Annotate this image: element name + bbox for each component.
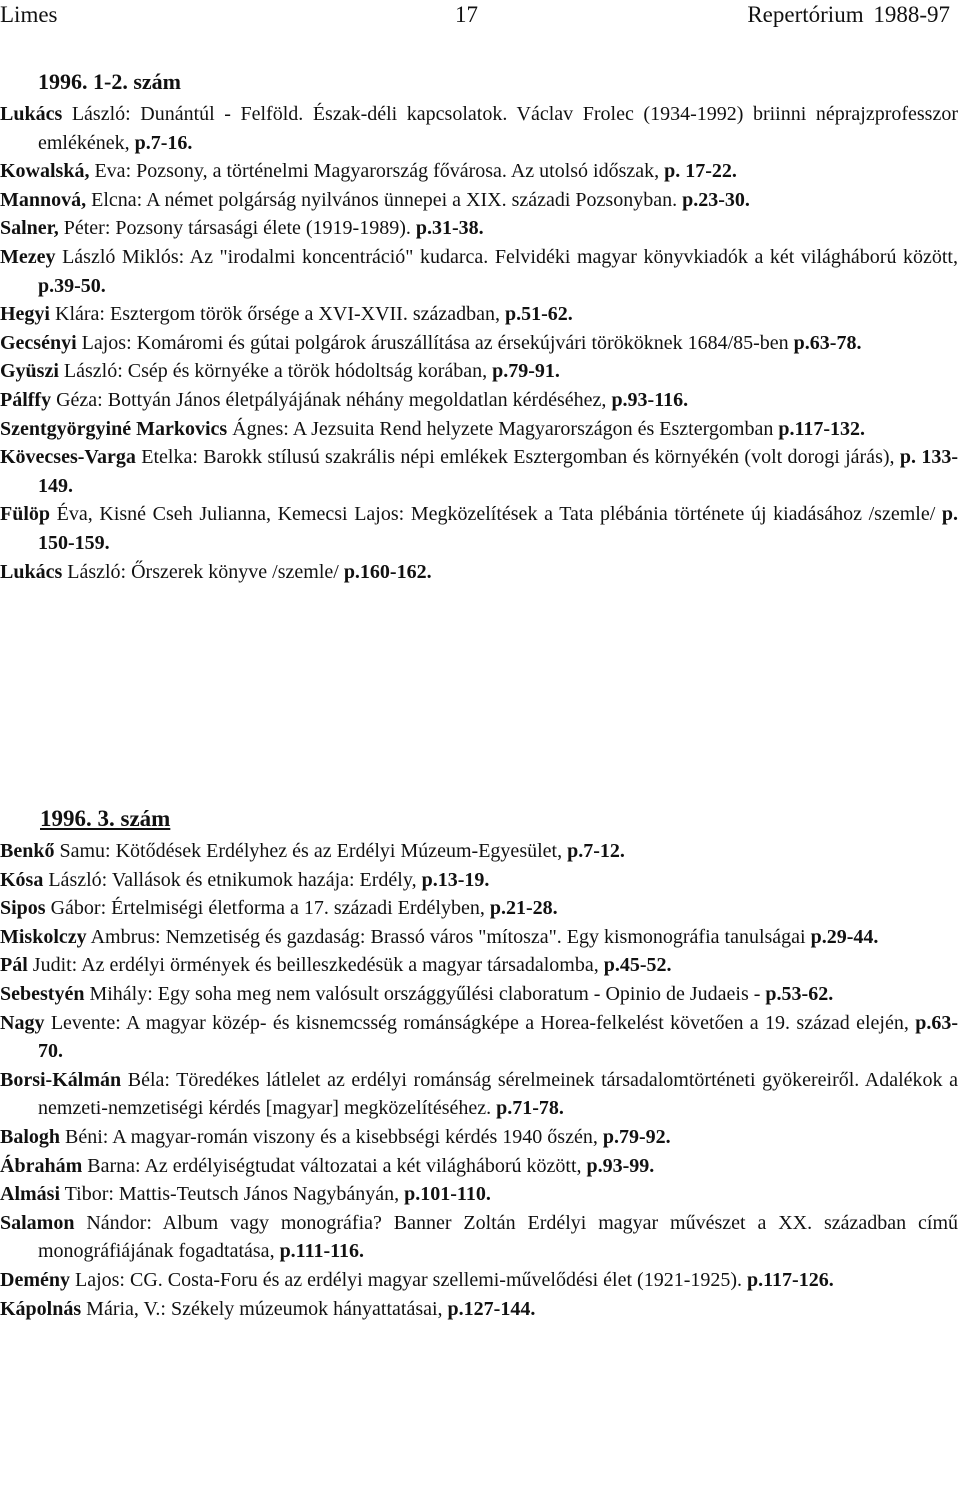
bibliography-entry: [0, 894, 960, 923]
entry-author: Lukács: [0, 103, 63, 125]
entry-pages: p.39-50.: [38, 274, 106, 297]
entry-author: Mannová,: [0, 188, 87, 211]
bibliography-entry: [0, 558, 960, 587]
entry-pages: p.63-78.: [793, 331, 862, 354]
entry-pages: p.51-62.: [505, 303, 573, 326]
entry-author: Mezey: [0, 245, 56, 268]
entry-pages: p.71-78.: [496, 1097, 564, 1120]
entry-pages: p.29-44.: [810, 925, 879, 948]
bibliography-entry: [0, 157, 960, 186]
bibliography-entry: [0, 1266, 960, 1295]
entry-text: László: Vallások és etnikumok hazája: Erdély,: [48, 868, 417, 891]
entry-author: Gecsényi: [0, 331, 77, 354]
entry-pages: p.79-91.: [492, 360, 560, 383]
entry-pages: p.23-30.: [682, 188, 750, 211]
entry-pages: p.31-38.: [415, 217, 484, 240]
issue-title: 1996. 1-2. szám: [38, 69, 181, 94]
entry-author: Salamon: [0, 1211, 75, 1234]
entry-text: Samu: Kötődések Erdélyhez és az Erdélyi Múzeum-Egyesület,: [59, 840, 563, 862]
entry-author: Fülöp: [0, 503, 51, 526]
bibliography-entry: [0, 243, 960, 300]
bibliography-entry: [0, 1009, 960, 1066]
issue-section: [0, 64, 960, 586]
bibliography-entry: [0, 500, 960, 557]
entry-author: Lukács: [0, 560, 63, 583]
entry-author: Balogh: [0, 1125, 61, 1148]
entry-author: Pálffy: [0, 388, 52, 411]
entry-text: Géza: Bottyán János életpályájának néhány megoldatlan kérdéséhez,: [56, 388, 607, 411]
bibliography-entry: [0, 1123, 960, 1152]
entry-pages: p. 133-149.: [38, 446, 959, 497]
entry-author: Almási: [0, 1183, 60, 1206]
entry-author: Kósa: [0, 868, 44, 891]
entry-pages: p.93-99.: [586, 1154, 655, 1177]
bibliography-entry: [0, 1152, 960, 1181]
entry-text: Lajos: CG. Costa-Foru és az erdélyi magyar szellemi-művelődési élet (1921-1925).: [74, 1268, 743, 1291]
entry-text: Etelka: Barokk stílusú szakrális népi emlékek Esztergomban és környékén (volt dorogi járás),: [141, 446, 895, 469]
bibliography-entry: [0, 1066, 960, 1123]
page-number: 17: [455, 2, 478, 27]
entry-author: Ábrahám: [0, 1154, 83, 1177]
entry-author: Benkő: [0, 840, 55, 862]
entry-author: Salner,: [0, 217, 59, 240]
entry-text: Mária, V.: Székely múzeumok hányattatásai,: [86, 1297, 443, 1320]
entry-pages: p.127-144.: [447, 1297, 536, 1320]
entry-author: Kövecses-Varga: [0, 446, 136, 469]
entry-text: Lajos: Komáromi és gútai polgárok áruszállítása az érsekújvári törököknek 1684/85-ben: [81, 331, 789, 354]
bibliography-entry: [0, 443, 960, 500]
entry-pages: p. 150-159.: [38, 503, 959, 554]
entry-pages: p.111-116.: [279, 1240, 365, 1263]
entry-pages: p. 17-22.: [664, 160, 737, 183]
issue-section: [0, 801, 960, 1323]
bibliography-entry: [0, 415, 960, 444]
entry-text: Mihály: Egy soha meg nem valósult országgyűlési claboratum - Opinio de Judaeis -: [89, 982, 761, 1005]
entry-text: Judit: Az erdélyi örmények és beilleszkedésük a magyar társadalomba,: [32, 954, 599, 977]
entry-pages: p.7-12.: [567, 840, 625, 862]
entry-pages: p.7-16.: [134, 131, 193, 154]
entry-list: [0, 100, 960, 586]
entry-text: László: Dunántúl - Felföld. Észak-déli kapcsolatok. Václav Frolec (1934-1992) briinni néprajzprofesszor emlékének,: [38, 103, 958, 154]
entry-author: Sebestyén: [0, 982, 85, 1005]
bibliography-entry: [0, 837, 960, 866]
entry-text: László: Csép és környéke a török hódoltság korában,: [63, 360, 488, 383]
entry-pages: p.117-126.: [747, 1268, 834, 1291]
page-header: [0, 0, 960, 30]
entry-author: Hegyi: [0, 303, 50, 326]
bibliography-entry: [0, 980, 960, 1009]
entry-author: Kápolnás: [0, 1297, 82, 1320]
bibliography-entry: [0, 329, 960, 358]
entry-author: Szentgyörgyiné Markovics: [0, 417, 228, 440]
entry-pages: p.117-132.: [778, 417, 866, 440]
entry-text: Nándor: Album vagy monográfia? Banner Zoltán Erdélyi magyar művészet a XX. században című monográfiájának fogadtatása,: [38, 1211, 958, 1263]
bibliography-entry: [0, 951, 960, 980]
entry-text: Éva, Kisné Cseh Julianna, Kemecsi Lajos: Megközelítések a Tata plébánia története új kiadásához /szemle/: [56, 503, 936, 526]
entry-pages: p.93-116.: [611, 388, 689, 411]
entry-text: Péter: Pozsony társasági élete (1919-1989).: [63, 217, 411, 240]
entry-pages: p.13-19.: [421, 868, 490, 891]
bibliography-entry: [0, 1209, 960, 1266]
bibliography-entry: [0, 186, 960, 215]
issue-title: 1996. 3. szám: [40, 806, 171, 831]
entry-text: Eva: Pozsony, a történelmi Magyarország fővárosa. Az utolsó időszak,: [94, 160, 660, 183]
entry-author: Sipos: [0, 897, 46, 920]
header-title: Repertórium 1988-97: [747, 2, 950, 27]
entry-author: Borsi-Kálmán: [0, 1068, 122, 1091]
entry-pages: p.101-110.: [404, 1183, 491, 1206]
entry-pages: p.160-162.: [343, 560, 432, 583]
journal-name: Limes: [0, 2, 58, 27]
bibliography-entry: [0, 866, 960, 895]
bibliography-entry: [0, 923, 960, 952]
bibliography-entry: [0, 1180, 960, 1209]
entry-author: Kowalská,: [0, 160, 90, 183]
bibliography-entry: [0, 357, 960, 386]
entry-text: Levente: A magyar közép- és kisnemcsség románságképe a Horea-felkelést követően a 19. század elején,: [50, 1011, 909, 1034]
entry-text: László Miklós: Az "irodalmi koncentráció" kudarca. Felvidéki magyar könyvkiadók a két világháború között,: [62, 245, 958, 268]
entry-author: Pál: [0, 954, 28, 977]
entry-text: Ambrus: Nemzetiség és gazdaság: Brassó város "mítosza". Egy kismonográfia tanulságai: [90, 925, 806, 948]
bibliography-entry: [0, 300, 960, 329]
entry-pages: p.45-52.: [603, 954, 672, 977]
entry-text: Barna: Az erdélyiségtudat változatai a két világháború között,: [87, 1154, 582, 1177]
entry-text: Gábor: Értelmiségi életforma a 17. századi Erdélyben,: [50, 897, 485, 920]
entry-text: László: Őrszerek könyve /szemle/: [67, 560, 339, 583]
entry-pages: p.53-62.: [765, 982, 834, 1005]
entry-pages: p.79-92.: [602, 1125, 671, 1148]
entry-author: Demény: [0, 1268, 70, 1291]
entry-text: Klára: Esztergom török őrsége a XVI-XVII. században,: [55, 303, 501, 326]
entry-text: Ágnes: A Jezsuita Rend helyzete Magyarországon és Esztergomban: [232, 417, 774, 440]
entry-text: Tibor: Mattis-Teutsch János Nagybányán,: [64, 1183, 400, 1206]
entry-author: Gyüszi: [0, 360, 59, 383]
entry-list: [0, 837, 960, 1323]
bibliography-entry: [0, 1295, 960, 1324]
entry-pages: p.63-70.: [38, 1011, 958, 1063]
entry-pages: p.21-28.: [489, 897, 558, 920]
entry-text: Béni: A magyar-román viszony és a kisebbségi kérdés 1940 őszén,: [65, 1125, 598, 1148]
bibliography-entry: [0, 214, 960, 243]
bibliography-entry: [0, 386, 960, 415]
entry-author: Miskolczy: [0, 925, 87, 948]
entry-author: Nagy: [0, 1011, 45, 1034]
entry-text: Béla: Töredékes látlelet az erdélyi románság sérelmeinek társadalomtörténeti gyökereiről. Adalékok a nemzeti-nemzetiségi kérdés [magyar] megközelítéséhez.: [38, 1068, 959, 1120]
bibliography-entry: [0, 100, 960, 157]
entry-text: Elcna: A német polgárság nyilvános ünnepei a XIX. századi Pozsonyban.: [91, 188, 678, 211]
